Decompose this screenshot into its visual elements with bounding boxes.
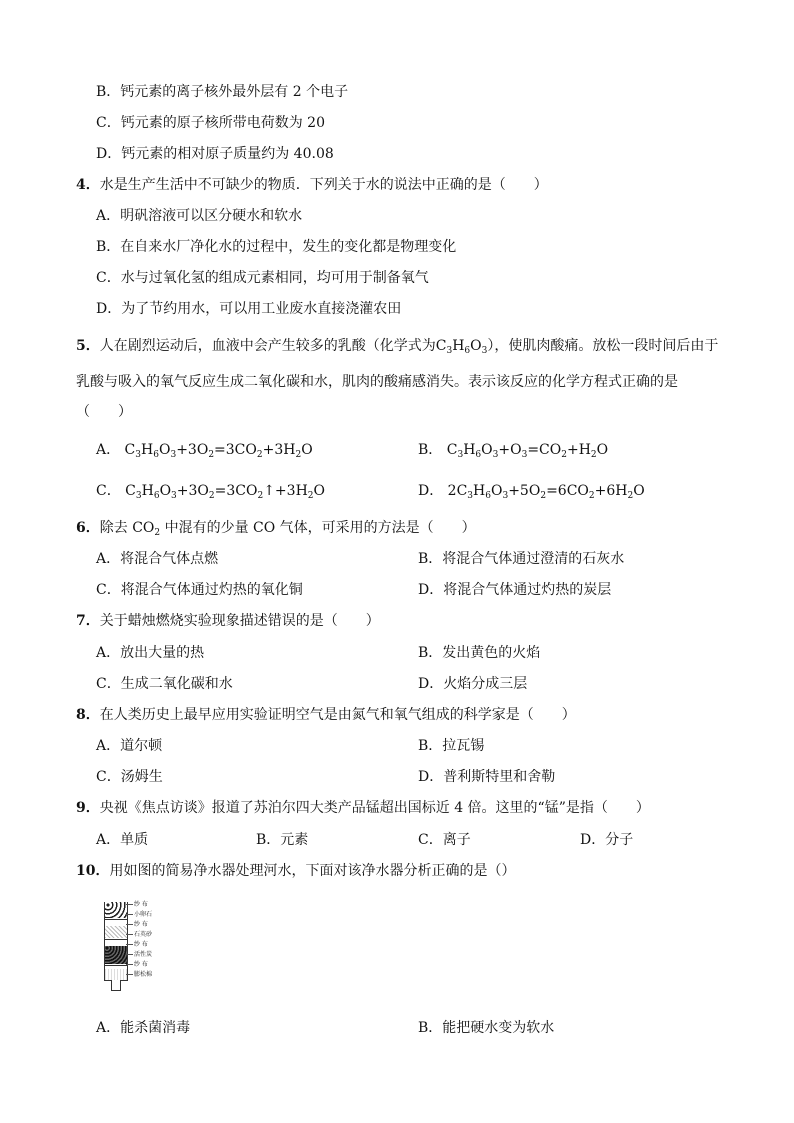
q4-option-c: C．水与过氧化氢的组成元素相同，均可用于制备氧气 bbox=[96, 270, 429, 286]
q7-option-d: D．火焰分成三层 bbox=[418, 676, 528, 692]
filter-tube bbox=[104, 902, 128, 981]
q3-option-c: C．钙元素的原子核所带电荷数为 20 bbox=[96, 115, 325, 131]
filter-outlet bbox=[111, 980, 121, 991]
q8-option-c: C．汤姆生 bbox=[96, 769, 163, 785]
q5-stem-line3: （ ） bbox=[76, 404, 132, 420]
q5-sub3: 3 bbox=[481, 346, 488, 356]
q8-stem-line bbox=[76, 705, 576, 725]
q3-option-d: D．钙元素的相对原子质量约为 40.08 bbox=[96, 146, 334, 162]
q5-option-b: B． $C_3H_6O_3+O_3=CO_2+H_2O$ bbox=[418, 442, 609, 460]
q6-stem-line bbox=[76, 518, 476, 538]
q5-stem-o: O bbox=[470, 338, 482, 354]
q5-option-a: A． $C_3H_6O_3+3O_2=3CO_2+3H_2O$ bbox=[96, 442, 313, 460]
q4-option-b: B．在自来水厂净化水的过程中，发生的变化都是物理变化 bbox=[96, 239, 457, 255]
q8-option-b: B．拉瓦锡 bbox=[418, 738, 485, 754]
quartz-sand-layer bbox=[105, 926, 127, 938]
water-filter-figure bbox=[98, 898, 172, 998]
q9-number: 9． bbox=[76, 800, 100, 816]
q10-number: 10． bbox=[76, 863, 110, 879]
q4-number: 4． bbox=[76, 177, 100, 193]
q9-stem: 央视《焦点访谈》报道了苏泊尔四大类产品锰超出国标近 4 倍。这里的“锰”是指（ ） bbox=[99, 800, 650, 816]
q10-stem: 用如图的简易净水器处理河水，下面对该净水器分析正确的是（） bbox=[109, 863, 516, 879]
gauze-layer-1 bbox=[105, 919, 127, 920]
q6-option-a: A．将混合气体点燃 bbox=[96, 551, 219, 567]
q8-option-a: A．道尔顿 bbox=[96, 738, 163, 754]
q5-stem-h: H bbox=[452, 338, 465, 354]
q6-stem-b: 中混有的少量 CO 气体，可采用的方法是（ ） bbox=[160, 520, 476, 536]
q5-option-c: C． $C_3H_6O_3+3O_2=3CO_2↑+3H_2O$ bbox=[96, 483, 325, 501]
q6-stem-a: 除去 CO bbox=[99, 520, 155, 536]
gauze-layer-3 bbox=[105, 965, 127, 966]
q6-option-c: C．将混合气体通过灼热的氧化铜 bbox=[96, 582, 303, 598]
q5-option-d: D． $2C_3H_6O_3+5O_2=6CO_2+6H_2O$ bbox=[418, 483, 645, 501]
q7-option-b: B．发出黄色的火焰 bbox=[418, 645, 541, 661]
q8-option-d: D．普利斯特里和舍勒 bbox=[418, 769, 556, 785]
q6-sub: 2 bbox=[154, 528, 161, 538]
q4-stem: 水是生产生活中不可缺少的物质．下列关于水的说法中正确的是（ ） bbox=[99, 177, 548, 193]
filter-label: 膨松棉 bbox=[134, 971, 153, 978]
pebble-layer bbox=[105, 902, 127, 918]
q5-stem-line2: 乳酸与吸入的氧气反应生成二氧化碳和水，肌肉的酸痛感消失。表示该反应的化学方程式正确的是 bbox=[76, 374, 678, 390]
q7-stem-line bbox=[76, 611, 380, 631]
filter-label: 纱 布 bbox=[134, 941, 148, 948]
q7-option-a: A．放出大量的热 bbox=[96, 645, 205, 661]
q7-option-c: C．生成二氧化碳和水 bbox=[96, 676, 233, 692]
q5-stem-b: ），使肌肉酸痛。放松一段时间后由于 bbox=[487, 338, 719, 354]
filter-label: 小卵石 bbox=[134, 911, 153, 918]
filter-label: 纱 布 bbox=[134, 901, 148, 908]
cotton-layer bbox=[105, 969, 127, 980]
q4-option-d: D．为了节约用水，可以用工业废水直接浇灌农田 bbox=[96, 301, 402, 317]
q5-sub1: 3 bbox=[446, 346, 453, 356]
q9-option-d: D．分子 bbox=[580, 832, 634, 848]
q6-option-b: B．将混合气体通过澄清的石灰水 bbox=[418, 551, 625, 567]
q5-sub2: 6 bbox=[464, 346, 471, 356]
q8-number: 8． bbox=[76, 707, 100, 723]
q10-option-b: B．能把硬水变为软水 bbox=[418, 1020, 555, 1036]
q10-stem-line bbox=[76, 861, 515, 881]
q9-option-a: A．单质 bbox=[96, 832, 149, 848]
filter-label: 纱 布 bbox=[134, 921, 148, 928]
q7-number: 7． bbox=[76, 613, 100, 629]
q6-number: 6． bbox=[76, 520, 100, 536]
q9-option-b: B．元素 bbox=[256, 832, 309, 848]
q5-stem-line bbox=[76, 336, 718, 356]
filter-label: 活性炭 bbox=[134, 951, 153, 958]
q9-stem-line bbox=[76, 798, 650, 818]
q5-number: 5． bbox=[76, 338, 100, 354]
q6-option-d: D．将混合气体通过灼热的炭层 bbox=[418, 582, 612, 598]
q4-stem-line bbox=[76, 175, 548, 195]
q8-stem: 在人类历史上最早应用实验证明空气是由氮气和氧气组成的科学家是（ ） bbox=[99, 707, 576, 723]
q5-stem-a: 人在剧烈运动后，血液中会产生较多的乳酸（化学式为C bbox=[99, 338, 447, 354]
q10-option-a: A．能杀菌消毒 bbox=[96, 1020, 191, 1036]
activated-carbon-layer bbox=[105, 946, 127, 964]
q7-stem: 关于蜡烛燃烧实验现象描述错误的是（ ） bbox=[99, 613, 380, 629]
gauze-layer-2 bbox=[105, 939, 127, 940]
filter-label: 纱 布 bbox=[134, 961, 148, 968]
q9-option-c: C．离子 bbox=[418, 832, 471, 848]
q3-option-b: B．钙元素的离子核外最外层有 2 个电子 bbox=[96, 84, 349, 100]
q4-option-a: A．明矾溶液可以区分硬水和软水 bbox=[96, 208, 303, 224]
filter-label: 石英砂 bbox=[134, 931, 153, 938]
